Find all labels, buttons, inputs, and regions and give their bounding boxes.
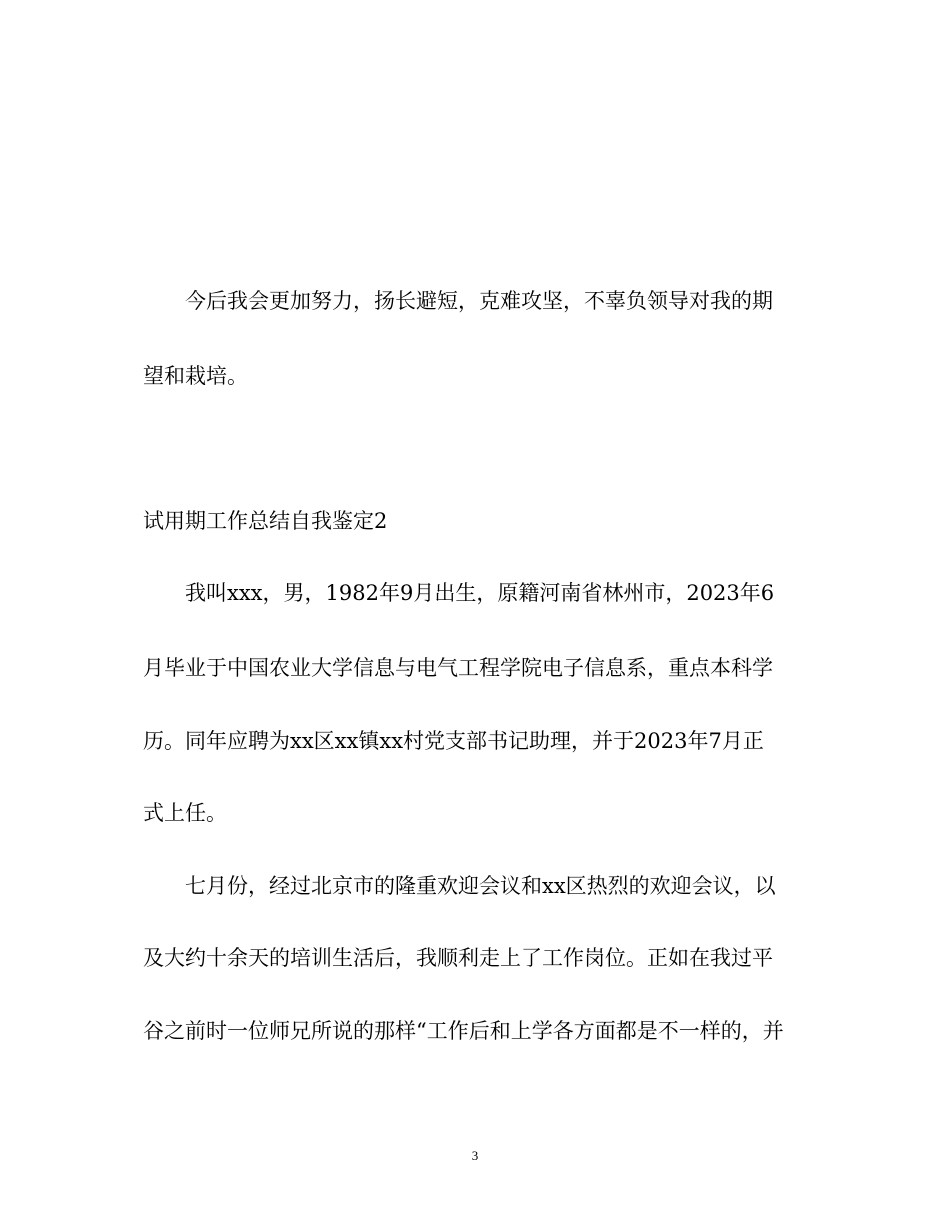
page-number: 3: [471, 1148, 479, 1163]
section-heading: 试用期工作总结自我鉴定2: [143, 509, 388, 533]
paragraph-3-line-1: 七月份，经过北京市的隆重欢迎会议和xx区热烈的欢迎会议，以: [185, 874, 776, 898]
paragraph-3-line-2: 及大约十余天的培训生活后，我顺利走上了工作岗位。正如在我过平: [143, 946, 773, 970]
paragraph-2-line-2: 月毕业于中国农业大学信息与电气工程学院电子信息系，重点本科学: [143, 656, 773, 680]
paragraph-3-line-3: 谷之前时一位师兄所说的那样“工作后和上学各方面都是不一样的，并: [143, 1019, 784, 1043]
paragraph-2-line-1: 我叫xxx，男，1982年9月出生，原籍河南省林州市，2023年6: [185, 581, 775, 605]
paragraph-2-line-3: 历。同年应聘为xx区xx镇xx村党支部书记助理，并于2023年7月正: [143, 729, 764, 753]
paragraph-1-line-1: 今后我会更加努力，扬长避短，克难攻坚，不辜负领导对我的期: [185, 289, 773, 313]
paragraph-2-line-4: 式上任。: [143, 801, 227, 825]
paragraph-1-line-2: 望和栽培。: [143, 364, 248, 388]
